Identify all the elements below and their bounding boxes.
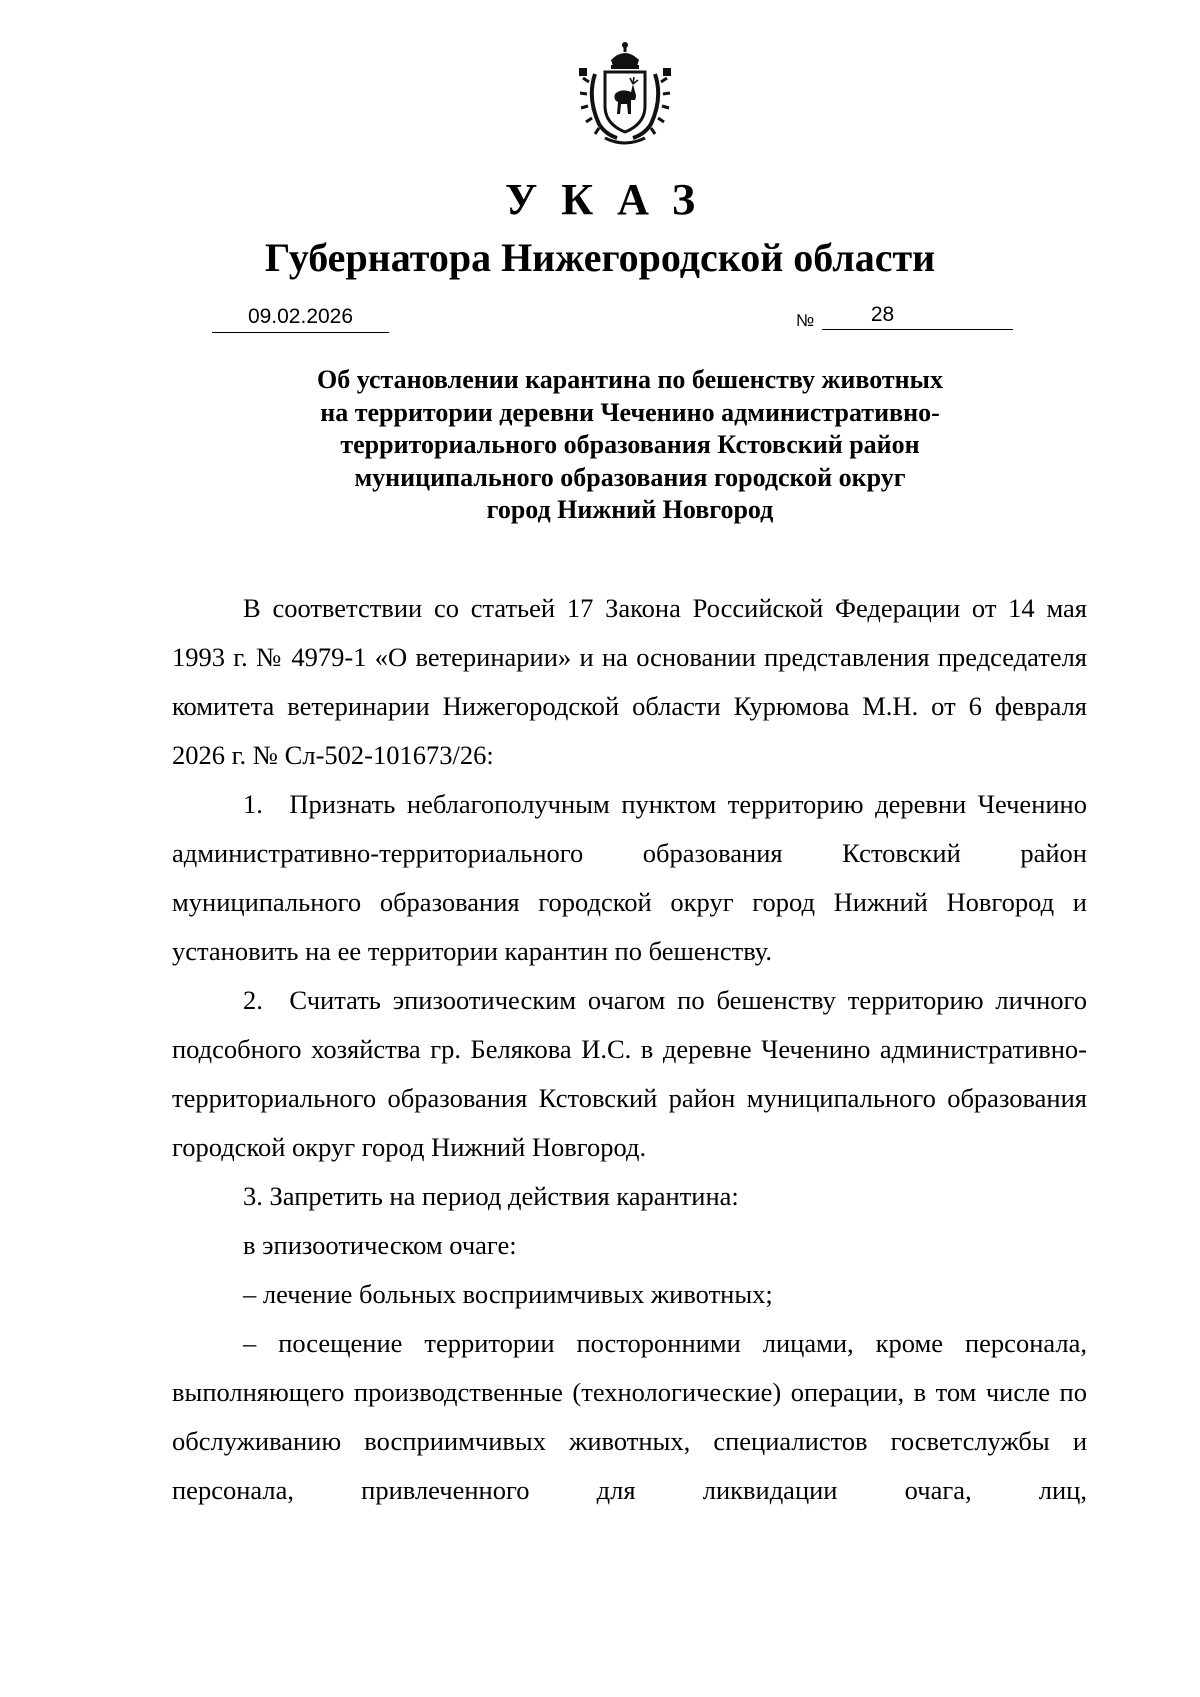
coat-of-arms-icon	[565, 38, 685, 146]
document-number: 28	[822, 302, 1013, 330]
focus-subheading: в эпизоотическом очаге:	[243, 1230, 517, 1260]
preamble-paragraph: В соответствии со статьей 17 Закона Российской Федерации от 14 мая 1993 г. № 4979-1 «О ветеринарии» и на основании представления председателя комитета ветеринарии Нижегородской области Курюмова М.Н. от 6 февраля 2026 г. № Сл-502-101673/26:	[172, 593, 1087, 770]
item-2-paragraph: 2. Считать эпизоотическим очагом по бешенству территорию личного подсобного хозяйства гр. Белякова И.С. в деревне Чеченино административно-территориального образования Кстовский район муниципального образования городской округ город Нижний Новгород.	[172, 985, 1087, 1162]
title-line: муниципального образования городской округ	[354, 462, 906, 492]
item-3-paragraph: 3. Запретить на период действия карантина:	[243, 1181, 739, 1211]
document-type-heading: УКАЗ	[504, 175, 720, 224]
title-line: территориального образования Кстовский район	[340, 430, 920, 459]
document-date: 09.02.2026	[212, 304, 389, 333]
bullet-paragraph: – лечение больных восприимчивых животных;	[243, 1279, 773, 1309]
number-label: №	[796, 311, 815, 330]
title-line: город Нижний Новгород	[486, 495, 774, 524]
title-line: Об установлении карантина по бешенству животных	[317, 365, 943, 394]
issuing-authority: Губернатора Нижегородской области	[264, 235, 936, 280]
item-1-paragraph: 1. Признать неблагополучным пунктом территорию деревни Чеченино административно-территориального образования Кстовский район муниципального образования городской округ город Нижний Новгород и установить на ее территории карантин по бешенству.	[172, 789, 1087, 966]
bullet-paragraph: – посещение территории посторонними лицами, кроме персонала, выполняющего производственные (технологические) операции, в том числе по обслуживанию восприимчивых животных, специалистов госветслужбы и персонала, привлеченного для ликвидации очага, лиц,	[172, 1328, 1087, 1505]
document-title	[200, 364, 1060, 527]
title-line: на территории деревни Чеченино административно-	[320, 397, 940, 427]
document-body	[172, 584, 1087, 1515]
